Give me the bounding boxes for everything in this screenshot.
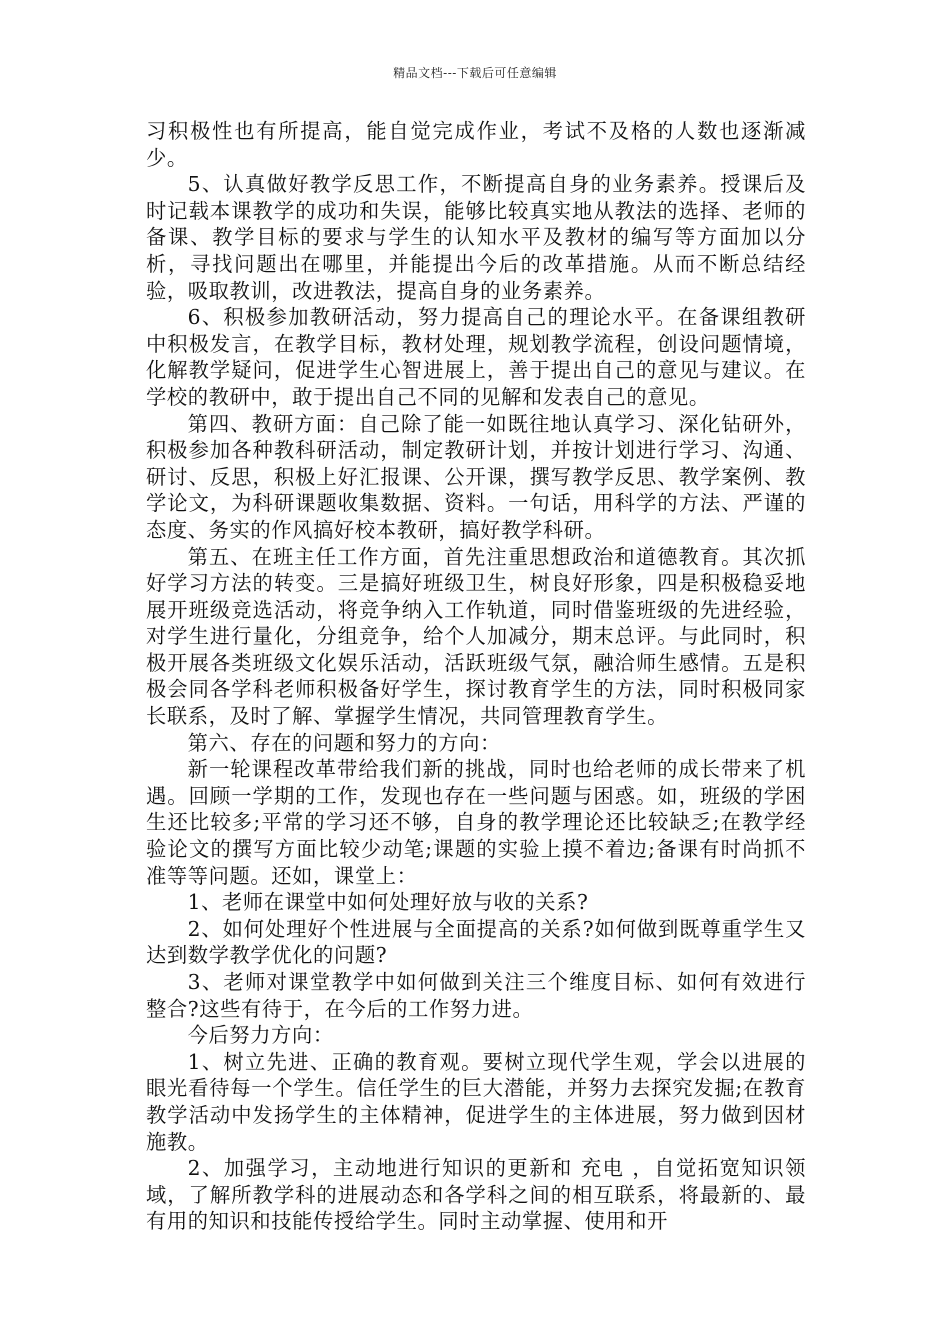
document-body: [146, 118, 806, 1235]
paragraph: 3、老师对课堂教学中如何做到关注三个维度目标、如何有效进行整合?这些有待于，在今后的工作努力进。: [146, 970, 806, 1021]
paragraph: 6、积极参加教研活动，努力提高自己的理论水平。在备课组教研中积极发言，在教学目标，教材处理，规划教学流程，创设问题情境，化解教学疑问，促进学生心智进展上，善于提出自己的意见与建议。在学校的教研中，敢于提出自己不同的见解和发表自己的意见。: [146, 305, 806, 409]
paragraph: 今后努力方向：: [187, 1023, 334, 1048]
paragraph: 新一轮课程改革带给我们新的挑战，同时也给老师的成长带来了机遇。回顾一学期的工作，发现也存在一些问题与困惑。如，班级的学困生还比较多;平常的学习还不够，自身的教学理论还比较缺乏;在教学经验论文的撰写方面比较少动笔;课题的实验上摸不着边;备课有时尚抓不准等等问题。还如，课堂上：: [146, 757, 806, 888]
paragraph: 2、加强学习，主动地进行知识的更新和 充电 ，自觉拓宽知识领域，了解所教学科的进展动态和各学科之间的相互联系，将最新的、最有用的知识和技能传授给学生。同时主动掌握、使用和开: [146, 1156, 806, 1234]
paragraph: 5、认真做好教学反思工作，不断提高自身的业务素养。授课后及时记载本课教学的成功和失误，能够比较真实地从教法的选择、老师的备课、教学目标的要求与学生的认知水平及教材的编写等方面加以分析，寻找问题出在哪里，并能提出今后的改革措施。从而不断总结经验，吸取教训，改进教法，提高自身的业务素养。: [146, 172, 806, 303]
paragraph: 1、树立先进、正确的教育观。要树立现代学生观，学会以进展的眼光看待每一个学生。信任学生的巨大潜能，并努力去探究发掘;在教育教学活动中发扬学生的主体精神，促进学生的主体进展，努力做到因材施教。: [146, 1049, 806, 1154]
paragraph: 第五、在班主任工作方面，首先注重思想政治和道德教育。其次抓好学习方法的转变。三是搞好班级卫生，树良好形象，四是积极稳妥地展开班级竞选活动，将竞争纳入工作轨道，同时借鉴班级的先进经验，对学生进行量化，分组竞争，给个人加减分，期末总评。与此同时，积极开展各类班级文化娱乐活动，活跃班级气氛，融洽师生感情。五是积极会同各学科老师积极备好学生，探讨教育学生的方法，同时积极同家长联系，及时了解、掌握学生情况，共同管理教育学生。: [146, 544, 806, 729]
paragraph: 2、如何处理好个性进展与全面提高的关系?如何做到既尊重学生又达到数学教学优化的问题?: [146, 916, 806, 968]
paragraph: 1、老师在课堂中如何处理好放与收的关系?: [187, 890, 589, 915]
paragraph: 习积极性也有所提高，能自觉完成作业，考试不及格的人数也逐渐减少。: [146, 119, 806, 170]
paragraph: 第四、教研方面：自己除了能一如既往地认真学习、深化钻研外，积极参加各种教科研活动，制定教研计划，并按计划进行学习、沟通、研讨、反思，积极上好汇报课、公开课，撰写教学反思、教学案例、教学论文，为科研课题收集数据、资料。一句话，用科学的方法、严谨的态度、务实的作风搞好校本教研，搞好教学科研。: [146, 411, 806, 542]
paragraph: 第六、存在的问题和努力的方向：: [187, 730, 501, 755]
page-header: 精品文档---下载后可任意编辑: [393, 66, 557, 80]
